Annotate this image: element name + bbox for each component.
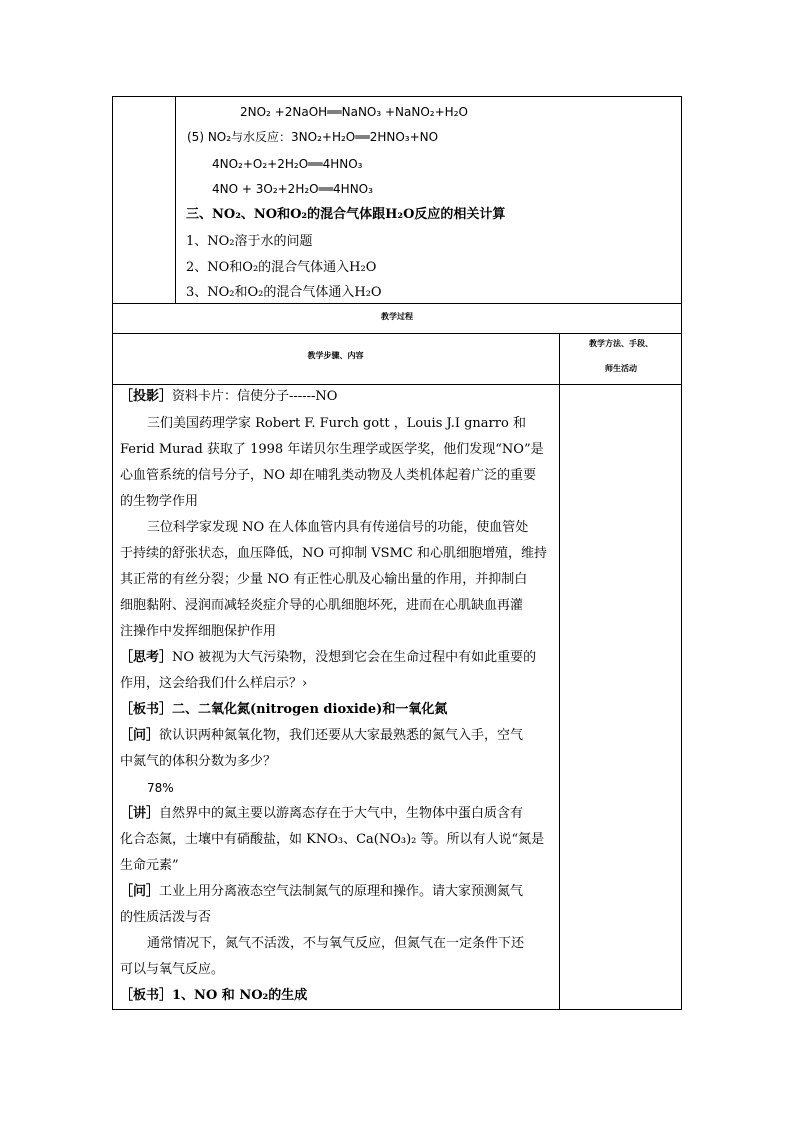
methods-header-line2: 师生活动: [605, 363, 637, 373]
equation-no-o2-water: 4NO + 3O₂+2H₂O══4HNO₃: [212, 182, 373, 196]
tag-ask: ［问］: [120, 728, 160, 743]
body-line-23: 可以与氧气反应。: [120, 962, 225, 977]
body-line-24: ［板书］1、NO 和 NO₂的生成: [120, 988, 308, 1003]
tag-board: ［板书］: [120, 702, 173, 717]
equation-no2-naoh: 2NO₂ +2NaOH══NaNO₃ +NaNO₂+H₂O: [240, 105, 468, 119]
equation-no2-o2-water: 4NO₂+O₂+2H₂O══4HNO₃: [212, 157, 363, 171]
body-line-13: ［板书］二、二氧化氮(nitrogen dioxide)和一氧化氮: [120, 702, 448, 717]
body-line-10: 注操作中发挥细胞保护作用: [120, 624, 277, 639]
tag-projection: ［投影］: [120, 389, 173, 404]
body-line-3: Ferid Murad 获取了 1998 年诺贝尔生理学或医学奖，他们发现“NO”是: [120, 442, 544, 457]
steps-content-header: 教学步骤、内容: [307, 350, 364, 360]
body-line-7: 于持续的舒张状态，血压降低，NO 可抑制 VSMC 和心肌细胞增殖，维持: [120, 546, 547, 561]
row-divider-top: [112, 303, 682, 304]
equation-no2-water: (5) NO₂与水反应：3NO₂+H₂O══2HNO₃+NO: [187, 130, 439, 144]
body-line-8: 其正常的有丝分裂；少量 NO 有正性心肌及心输出量的作用，并抑制白: [120, 572, 528, 587]
body-line-4: 心血管系统的信号分子，NO 却在哺乳类动物及人类机体起着广泛的重要: [120, 468, 537, 483]
body-line-14: ［问］欲认识两种氮氧化物，我们还要从大家最熟悉的氮气入手，空气: [120, 728, 524, 743]
top-left-column-divider: [175, 96, 176, 303]
row-divider-header: [112, 384, 682, 385]
right-column-divider: [559, 333, 560, 1010]
body-line-21: 的性质活泼与否: [120, 910, 212, 925]
tag-board-2: ［板书］: [120, 988, 173, 1003]
body-line-18: 化合态氮，土壤中有硝酸盐，如 KNO₃、Ca(NO₃)₂ 等。所以有人说“氮是: [120, 832, 545, 847]
body-line-15: 中氮气的体积分数为多少？: [120, 754, 277, 769]
teaching-process-title: 教学过程: [381, 311, 413, 321]
section-three-heading: 三、NO₂、NO和O₂的混合气体跟H₂O反应的相关计算: [186, 207, 506, 222]
body-line-12: 作用，这会给我们什么样启示？›: [120, 676, 308, 691]
methods-header-line1: 教学方法、手段、: [589, 338, 653, 348]
body-line-20: ［问］工业上用分离液态空气法制氮气的原理和操作。请大家预测氮气: [120, 884, 524, 899]
body-line-19: 生命元素”: [120, 858, 179, 873]
section-item-3: 3、NO₂和O₂的混合气体通入H₂O: [186, 285, 382, 300]
section-item-1: 1、NO₂溶于水的问题: [186, 234, 313, 249]
body-line-11: ［思考］NO 被视为大气污染物，没想到它会在生命过程中有如此重要的: [120, 650, 537, 665]
body-line-22: 通常情况下，氮气不活泼，不与氧气反应，但氮气在一定条件下还: [147, 936, 525, 951]
body-line-5: 的生物学作用: [120, 494, 199, 509]
body-line-1: ［投影］资料卡片：信使分子------NO: [120, 389, 338, 404]
row-divider-process: [112, 333, 682, 334]
body-line-17: ［讲］自然界中的氮主要以游离态存在于大气中，生物体中蛋白质含有: [120, 806, 524, 821]
body-line-2: 三们美国药理学家 Robert F. Furch gott ，Louis J.I gnarro 和: [147, 416, 526, 431]
body-line-9: 细胞黏附、浸润而减轻炎症介导的心肌细胞坏死，进而在心肌缺血再灌: [120, 598, 524, 613]
tag-think: ［思考］: [120, 650, 173, 665]
body-line-16: 78%: [147, 781, 174, 795]
tag-ask-2: ［问］: [120, 884, 160, 899]
tag-lecture: ［讲］: [120, 806, 160, 821]
body-line-6: 三位科学家发现 NO 在人体血管内具有传递信号的功能，使血管处: [147, 520, 529, 535]
section-item-2: 2、NO和O₂的混合气体通入H₂O: [186, 260, 377, 275]
